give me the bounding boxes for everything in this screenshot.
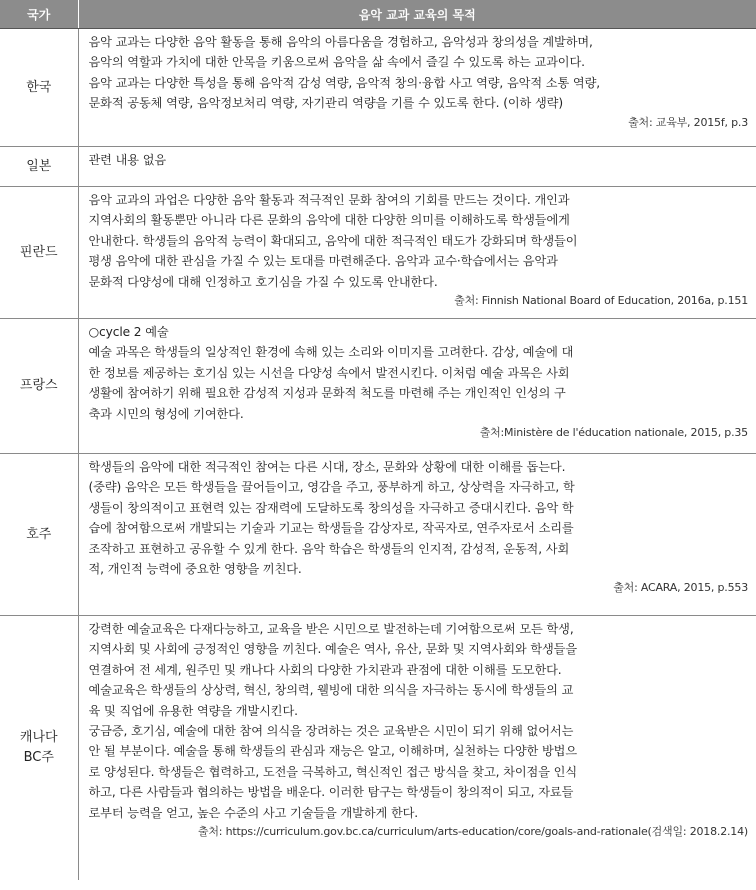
table-row xyxy=(0,29,756,147)
source-citation: 출처: 교육부, 2015f, p.3 xyxy=(628,115,748,129)
goal-content-cell xyxy=(78,187,756,319)
goal-text-line: 문화적 공동체 역량, 음악정보처리 역량, 자기관리 역량을 기를 수 있도록 한다. (이하 생략) xyxy=(88,96,563,111)
goal-text-line: 강력한 예술교육은 다재다능하고, 교육을 받은 시민으로 발전하는데 기여함으로써 모든 학생, xyxy=(88,622,574,636)
goal-text-line: 생들이 창의적이고 표현력 있는 잠재력에 도달하도록 창의성을 자극하고 증대시킨다. 음악 학 xyxy=(88,500,574,515)
goal-text-line: 로 양성된다. 학생들은 협력하고, 도전을 극복하고, 혁신적인 접근 방식을 찾고, 차이점을 인식 xyxy=(88,764,578,779)
country-cell: 호주 xyxy=(0,454,78,616)
goal-text-line: 관련 내용 없음 xyxy=(88,153,167,167)
source-citation: 출처: ACARA, 2015, p.553 xyxy=(613,581,748,595)
goal-content-cell xyxy=(78,319,756,454)
goal-text-line: 연결하여 전 세계, 원주민 및 캐나다 사회의 다양한 가치관과 관점에 대한 이해를 도모한다. xyxy=(88,662,562,677)
goal-text-line: 지역사회의 활동뿐만 아니라 다른 문화의 음악에 대한 다양한 의미를 이해하도록 학생들에게 xyxy=(88,213,570,228)
goal-text-line: 평생 음악에 대한 관심을 가질 수 있는 토대를 마련해준다. 음악과 교수·학습에서는 음악과 xyxy=(88,254,558,269)
table-header-row xyxy=(0,0,756,29)
goal-text-line: 적, 개인적 능력에 중요한 영향을 끼친다. xyxy=(88,562,302,577)
goal-text-line: 궁금증, 호기심, 예술에 대한 참여 의식을 장려하는 것은 교육받은 시민이 되기 위해 없어서는 xyxy=(88,724,574,739)
source-citation: 출처:Ministère de l'éducation nationale, 2015, p.35 xyxy=(479,426,748,440)
header-country: 국가 xyxy=(0,0,78,29)
goal-text-line: 조작하고 표현하고 공유할 수 있게 한다. 음악 학습은 학생들의 인지적, 감성적, 운동적, 사회 xyxy=(88,541,570,556)
goal-content-cell xyxy=(78,29,756,147)
table-row xyxy=(0,616,756,880)
goal-text-line: 지역사회 및 사회에 긍정적인 영향을 끼친다. 예술은 역사, 유산, 문화 및 지역사회와 학생들을 xyxy=(88,642,578,657)
goal-content-cell xyxy=(78,616,756,880)
goal-text-line: 문화적 다양성에 대해 인정하고 호기심을 가질 수 있도록 안내한다. xyxy=(88,274,438,289)
goal-text-line: 한 정보를 제공하는 호기심 있는 시선을 다양성 속에서 발전시킨다. 이처럼 예술 과목은 사회 xyxy=(88,365,570,380)
country-cell: 한국 xyxy=(0,29,78,147)
goal-text-line: 예술교육은 학생들의 상상력, 혁신, 창의력, 웰빙에 대한 의식을 자극하는 동시에 학생들의 교 xyxy=(88,683,574,698)
source-citation: 출처: Finnish National Board of Education, 2016a, p.151 xyxy=(454,294,748,308)
goal-text-line: 하고, 다른 사람들과 협의하는 방법을 배운다. 이러한 탐구는 학생들이 창의적이 되고, 자료들 xyxy=(88,785,574,800)
goal-text-line: 안 될 부분이다. 예술을 통해 학생들의 관심과 재능은 알고, 이해하며, 실천하는 다양한 방법으 xyxy=(88,744,578,759)
country-cell: 프랑스 xyxy=(0,319,78,454)
goal-text-line: 예술 과목은 학생들의 일상적인 환경에 속해 있는 소리와 이미지를 고려한다. 감상, 예술에 대 xyxy=(88,345,574,360)
goal-text-line: 생활에 참여하기 위해 필요한 감성적 지성과 문화적 척도를 마련해 주는 개인적인 인성의 구 xyxy=(88,386,566,401)
goal-content-cell xyxy=(78,147,756,187)
country-cell: 일본 xyxy=(0,147,78,187)
source-citation: 출처: https://curriculum.gov.bc.ca/curriculum/arts-education/core/goals-and-rationale(검색일: 2018.2.14) xyxy=(197,825,748,839)
goal-text-line: 음악 교과의 과업은 다양한 음악 활동과 적극적인 문화 참여의 기회를 만드는 것이다. 개인과 xyxy=(88,193,570,207)
goal-text-line: 학생들의 음악에 대한 적극적인 참여는 다른 시대, 장소, 문화와 상황에 대한 이해를 돕는다. xyxy=(88,460,566,474)
goal-text-line: ○cycle 2 예술 xyxy=(88,325,169,339)
goal-text-line: 축과 시민의 형성에 기여한다. xyxy=(88,406,244,421)
country-cell: 핀란드 xyxy=(0,187,78,319)
goal-text-line: 안내한다. 학생들의 음악적 능력이 확대되고, 음악에 대한 적극적인 태도가 강화되며 학생들이 xyxy=(88,233,578,248)
goal-text-line: 음악의 역할과 가치에 대한 안목을 키움으로써 음악을 삶 속에서 즐길 수 있도록 하는 교과이다. xyxy=(88,55,585,70)
goal-text-line: (중략) 음악은 모든 학생들을 끌어들이고, 영감을 주고, 풍부하게 하고, 상상력을 자극하고, 학 xyxy=(88,480,575,495)
goal-content-cell xyxy=(78,454,756,616)
header-goal: 음악 교과 교육의 목적 xyxy=(78,0,756,29)
table-row xyxy=(0,454,756,616)
table-row xyxy=(0,319,756,454)
goal-text-line: 습에 참여함으로써 개발되는 기술과 기교는 학생들을 감상자로, 작곡자로, 연주자로서 소리를 xyxy=(88,521,574,536)
country-cell: 캐나다 BC주 xyxy=(0,616,78,880)
goal-text-line: 음악 교과는 다양한 특성을 통해 음악적 감성 역량, 음악적 창의·융합 사고 역량, 음악적 소통 역량, xyxy=(88,75,601,90)
goal-text-line: 음악 교과는 다양한 음악 활동을 통해 음악의 아름다움을 경험하고, 음악성과 창의성을 계발하며, xyxy=(88,35,593,49)
table-row xyxy=(0,187,756,319)
goal-text-line: 육 및 직업에 유용한 역량을 개발시킨다. xyxy=(88,703,298,718)
goal-text-line: 로부터 능력을 얻고, 높은 수준의 사고 기술들을 개발하게 한다. xyxy=(88,805,419,820)
table-row xyxy=(0,147,756,187)
